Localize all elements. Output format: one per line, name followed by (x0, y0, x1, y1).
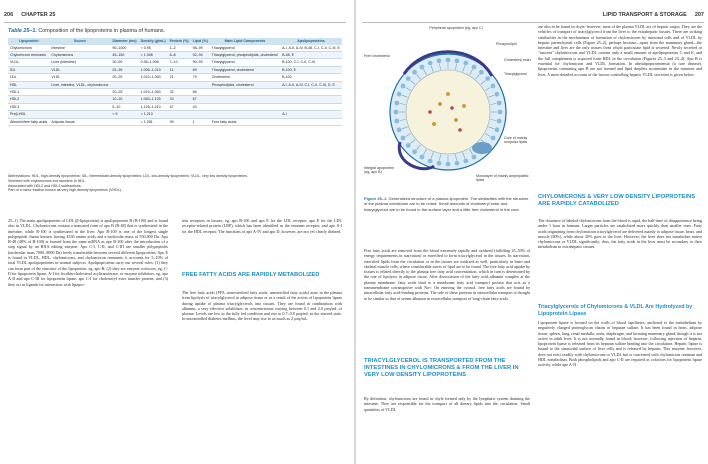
table-row (8, 111, 342, 118)
phospholipid-head (463, 61, 468, 66)
phospholipid-head (412, 149, 417, 154)
table-note: Part of a minor fraction known as very high density lipoproteins (VHDL). (8, 188, 122, 193)
table-row (8, 118, 342, 125)
label-core: Core of mainly nonpolar lipids (504, 136, 528, 144)
phospholipid-head (394, 101, 399, 106)
table-cell: 21 (168, 74, 191, 81)
phospholipid-head (420, 65, 425, 70)
table-row (8, 45, 342, 52)
page-number: 206 (4, 12, 14, 18)
table-cell: 25–35 (110, 66, 138, 73)
table-cell (49, 103, 110, 110)
body-column-b: are also to be found in chyle; however, most of the plasma VLDL are of hepatic origin. They are the vehicles of transport of triacylglycerol from the liver to the extrahepatic tissues. There are striking similarities in the mechanisms of formation of chylomicrons by intestinal cells and of VLDL by hepatic parenchymal cells (Figure 25–2), perhaps because—apart from the mammary gland—the intestine and liver are the only tissues from which particulate lipid is secreted. Newly secreted or "nascent" chylomicrons and VLDL contain only a small amount of apolipoproteins C and E, and the full complement is acquired from HDL in the circulation (Figures 25–3 and 25–4). Apo B is essential for chylomicron and VLDL formation. In abetalipoproteinemia (a rare disease), lipoproteins containing apo B are not formed and lipid droplets accumulate in the intestine and liver. A more detailed account of the factors controlling hepatic VLDL secretion is given below. (538, 24, 702, 77)
nonpolar-core (406, 70, 490, 154)
table-cell: 10–20 (110, 96, 138, 103)
left-page (4, 8, 346, 456)
phospholipid-head (401, 136, 406, 141)
table-cell: Chylomicrons (8, 45, 49, 52)
table-cell (210, 88, 280, 95)
table-cell (280, 118, 342, 125)
table-cell: HDL1 (8, 88, 49, 95)
table-cell (49, 111, 110, 118)
table-cell: Free fatty acids (210, 118, 280, 125)
table-cell: 99 (168, 118, 191, 125)
figure-label: Figure 25–1. (364, 196, 388, 201)
table-cell: 6–8 (168, 51, 191, 58)
body-column-2-continued: The free fatty acids (FFA, nonesterified fatty acids, unesterified fatty acids) arise in the plasma from lipolysis of triacylglycerol in adipose tissue or as a result of the action of lipoprotein lipase during uptake of plasma triacylglycerols into tissues. They are found in combination with albumin, a very effective solubilizer, in concentrations varying between 0.1 and 2.0 µeq/mL of plasma. Levels are low in the fully fed condition and rise to 0.7–0.8 µeq/mL in the starved state. In uncontrolled diabetes mellitus, the level may rise to as much as 2 µeq/mL. (182, 290, 342, 322)
lipoprotein-table (8, 38, 342, 126)
table-cell: 20–25 (110, 88, 138, 95)
table-cell: < 5 (110, 111, 138, 118)
phospholipid-head (394, 110, 399, 115)
table-cell (191, 111, 210, 118)
phospholipid-head (463, 159, 468, 164)
table-cell (110, 81, 138, 88)
table-cell: Cholesterol (210, 74, 280, 81)
table-cell: Triacylglycerol, cholesterol (210, 66, 280, 73)
table-cell: Albumin/free fatty acids (8, 118, 49, 125)
table-cell: Adipose tissue (49, 118, 110, 125)
lipoprotein-structure-figure (364, 24, 532, 192)
phospholipid-head (455, 161, 460, 166)
table-cell: 11 (168, 66, 191, 73)
phospholipid-head (401, 84, 406, 89)
table-cell: 33 (168, 96, 191, 103)
table-cell (210, 96, 280, 103)
table-cell: 89 (191, 66, 210, 73)
body-column-1: 25–1). The main apolipoprotein of LDL (β-lipoprotein) is apolipoprotein B (B-100) and is found also in VLDL. Chylomicrons contain a truncated form of apo B (B-48) that is synthesized in the intestine, while B-100 is synthesized in the liver. Apo B-100 is one of the longest single polypeptide chains known, having 4536 amino acids and a molecular mass of 550,000 Da. Apo B-48 (48% of B-100) is formed from the same mRNA as apo B-100 after the introduction of a stop signal by an RNA editing enzyme. Apo C-I, C-II, and C-III are smaller polypeptides (molecular mass 7000–9000 Da) freely transferable between several different lipoproteins. Apo E is found in VLDL, HDL, chylomicrons, and chylomicron remnants; it accounts for 5–10% of total VLDL apolipoproteins in normal subjects. Apolipoproteins carry out several roles: (1) they can form part of the structure of the lipoprotein, eg, apo B; (2) they are enzyme cofactors, eg, C-II for lipoprotein lipase, A-I for lecithin:cholesterol acyltransferase, or enzyme inhibitors, eg, apo A-II and apo C-III for lipoprotein lipase, apo C-I for cholesteryl ester transfer protein; and (3) they act as ligands for interaction with lipopro- (8, 218, 168, 287)
table-cell: 32 (168, 88, 191, 95)
phospholipid-head (397, 127, 402, 132)
table-header-cell: Density (g/mL) (139, 38, 168, 45)
table-cell: 1.019–1.063 (139, 88, 168, 95)
body-column-b-continued: The clearance of labeled chylomicrons from the blood is rapid, the half-time of disappearance being under 1 hour in humans. Larger particles are catabolized more quickly than smaller ones. Fatty acids originating from chylomicron triacylglycerol are delivered mainly to adipose tissue, heart, and muscle (80%), while about 20% goes to the liver. However, the liver does not metabolize native chylomicrons or VLDL significantly; thus, the fatty acids in the liver must be secondary to their metabolism in extrahepatic tissues. (538, 218, 702, 250)
table-cell: 68 (191, 88, 210, 95)
table-caption: Composition of the lipoproteins in plasma of humans. (38, 28, 166, 34)
table-cell: 90–1000 (110, 45, 138, 52)
phospholipid-head (472, 65, 477, 70)
section-heading-free-fatty-acids: FREE FATTY ACIDS ARE RAPIDLY METABOLIZED (182, 272, 320, 278)
table-header-cell: Main Lipid Components (210, 38, 280, 45)
table-header-cell: Lipoprotein (8, 38, 49, 45)
table-note: Associated with HDL2 and HDL3 subfractions. (8, 183, 82, 188)
phospholipid-head (495, 92, 500, 97)
header-rule (4, 22, 346, 23)
table-cell: 20–25 (110, 74, 138, 81)
table-row (8, 88, 342, 95)
phospholipid-head (428, 61, 433, 66)
left-page-header (4, 8, 346, 22)
right-page-header (362, 8, 704, 22)
phospholipid-head (446, 162, 451, 167)
table-cell: Liver (intestine) (49, 59, 110, 66)
table-cell: IDL (8, 66, 49, 73)
table-cell: 1.019–1.063 (139, 74, 168, 81)
table-cell (210, 103, 280, 110)
table-cell: 45–150 (110, 51, 138, 58)
figure-caption (364, 196, 530, 212)
table-cell: LDL (8, 74, 49, 81)
table-cell: HDL3 (8, 103, 49, 110)
section-heading-catabolism: CHYLOMICRONS & VERY LOW DENSITY LIPOPROTEINS ARE RAPIDLY CATABOLIZED (538, 194, 696, 207)
table-cell: 0.95–1.006 (139, 59, 168, 66)
table-cell: Phospholipids, cholesterol (210, 81, 280, 88)
table-cell: Triacylglycerol (210, 59, 280, 66)
table-cell (280, 88, 342, 95)
book-spine (354, 0, 356, 464)
table-header-cell: Protein (%) (168, 38, 191, 45)
table-notes (8, 174, 342, 193)
table-row (8, 103, 342, 110)
table-cell: HDL (8, 81, 49, 88)
figure-caption-text: Generalized structure of a plasma lipoprotein. The similarities with the structure of the plasma membrane are to be noted. Small amounts of cholesteryl ester and triacylglycerol are to be found in the surface layer and a little free cholesterol in the core. (364, 196, 529, 212)
phospholipid-head (446, 58, 451, 63)
table-cell: > 1.210 (139, 111, 168, 118)
table-note: Abbreviations: HDL, high-density lipoproteins; IDL, intermediate-density lipoproteins; LDL, low-density lipoproteins; VLDL, very low density lipoproteins. (8, 174, 248, 178)
phospholipid-head (397, 92, 402, 97)
header-rule-right (362, 22, 704, 23)
table-label: Table 25–1. (8, 28, 37, 34)
table-cell: B-48, E (280, 51, 342, 58)
table-cell: 1–2 (168, 45, 191, 52)
table-cell (210, 111, 280, 118)
table-cell: VLDL (8, 59, 49, 66)
phospholipid-head (491, 136, 496, 141)
phospholipid-head (437, 161, 442, 166)
phospholipid-head (479, 70, 484, 75)
table-cell: 1.006–1.019 (139, 66, 168, 73)
table-cell: A-I, A-II, A-IV, C-I, C-II, C-III, D, E (280, 81, 342, 88)
table-cell: 90–93 (191, 59, 210, 66)
table-cell: Triacylglycerol, phospholipids, cholesterol (210, 51, 280, 58)
table-cell: Chylomicrons (49, 51, 110, 58)
phospholipid-head (497, 119, 502, 124)
table-cell (49, 88, 110, 95)
label-monolayer: Monolayer of mainly amphipathic lipids (476, 174, 529, 182)
table-cell: 1 (191, 118, 210, 125)
right-page (362, 8, 704, 456)
phospholipid-head (412, 70, 417, 75)
phospholipid-head (428, 159, 433, 164)
table-cell: A-I (280, 111, 342, 118)
table-cell: 92–94 (191, 51, 210, 58)
table-cell: < 1.006 (139, 51, 168, 58)
table-cell: 30–90 (110, 59, 138, 66)
table-cell: 98–99 (191, 45, 210, 52)
peripheral-apoprotein-shape (472, 142, 492, 154)
table-cell: Triacylglycerol (210, 45, 280, 52)
body-column-a-continued: By definition, chylomicrons are found in chyle formed only by the lymphatic system draining the intestine. They are responsible for the transport of all dietary lipids into the circulation. Small quantities of VLDL (364, 396, 530, 412)
subsection-heading-lipoprotein-lipase: Triacylglycerols of Chylomicrons & VLDL Are Hydrolyzed by Lipoprotein Lipase (538, 304, 693, 317)
label-triacylglycerol: Triacylglycerol (504, 72, 527, 76)
label-free-cholesterol: Free cholesterol (364, 54, 390, 58)
table-cell: 43 (191, 103, 210, 110)
table-row (8, 66, 342, 73)
table-cell: VLDL (49, 66, 110, 73)
table-cell: B-100 (280, 74, 342, 81)
table-body (8, 45, 342, 126)
phospholipid-head (420, 155, 425, 160)
table-cell: 1.125–1.210 (139, 103, 168, 110)
table-header-cell: Diameter (nm) (110, 38, 138, 45)
phospholipid-head (491, 84, 496, 89)
body-column-a: Free fatty acids are removed from the blood extremely rapidly and oxidized (fulfilling 25–50% of energy requirements in starvation) or esterified to form triacylglycerol in the tissues. In starvation, esterified lipids from the circulation or in the tissues are oxidized as well, particularly in heart and skeletal muscle cells, where considerable stores of lipid are to be found. The free fatty acid uptake by tissues is related directly to the plasma free fatty acid concentration, which in turn is determined by the rate of lipolysis in adipose tissue. After dissociation of the fatty acid–albumin complex at the plasma membrane, fatty acids bind to a membrane fatty acid transport protein that acts as a transmembrane cotransporter with Na+. On entering the cytosol, free fatty acids are bound by intracellular fatty acid-binding proteins. The role of these proteins in intracellular transport is thought to be similar to that of serum albumin in extracellular transport of long-chain fatty acids. (364, 248, 530, 301)
table-title (8, 28, 165, 34)
table-cell: 5–10 (110, 103, 138, 110)
phospholipid-head (485, 76, 490, 81)
table-cell (139, 81, 168, 88)
phospholipid-head (498, 110, 503, 115)
label-phospholipid: Phospholipid (496, 42, 517, 46)
table-cell: Intestine (49, 45, 110, 52)
table-cell: 1.063–1.125 (139, 96, 168, 103)
page-number-right: 207 (694, 12, 704, 18)
chapter-label: CHAPTER 25 (21, 12, 56, 18)
table-cell (49, 96, 110, 103)
section-heading-triacylglycerol-transport: TRIACYLGLYCEROL IS TRANSPORTED FROM THE INTESTINES IN CHYLOMICRONS & FROM THE LIVER IN VERY LOW DENSITY LIPOPROTEINS (364, 358, 519, 378)
table-cell: VLDL (49, 74, 110, 81)
table-cell (168, 81, 191, 88)
table-cell: HDL2 (8, 96, 49, 103)
table-cell: A-I, A-II, A-IV, B-48, C-I, C-II, C-III, E (280, 45, 342, 52)
label-peripheral-apoprotein: Peripheral apoprotein (eg, apo C) (429, 26, 483, 30)
table-header-cell: Source (49, 38, 110, 45)
table-row (8, 51, 342, 58)
table-cell: 67 (191, 96, 210, 103)
phospholipid-head (455, 58, 460, 63)
table-cell: 7–10 (168, 59, 191, 66)
table-cell (110, 118, 138, 125)
body-column-b-final: Lipoprotein lipase is located on the walls of blood capillaries, anchored to the endothelium by negatively charged proteoglycan chains of heparan sulfate. It has been found in heart, adipose tissue, spleen, lung, renal medulla, aorta, diaphragm, and lactating mammary gland, though it is not active in adult liver. It is not normally found in blood; however, following injection of heparin, lipoprotein lipase is released from its heparan sulfate binding into the circulation. Hepatic lipase is bound to the sinusoidal surface of liver cells and is released by heparin. This enzyme, however, does not react readily with chylomicrons or VLDL but is concerned with chylomicron remnant and HDL metabolism. Both phospholipids and apo C-II are required as cofactors for lipoprotein lipase activity, while apo A-II (538, 320, 702, 368)
phospholipid-head (394, 119, 399, 124)
phospholipid-head (406, 76, 411, 81)
table-cell: < 0.95 (139, 45, 168, 52)
table-cell: 79 (191, 74, 210, 81)
table-cell (191, 81, 210, 88)
phospholipid-head (497, 101, 502, 106)
table-note: Secreted with chylomicrons but transfers to HDL. (8, 178, 86, 183)
table-cell: > 1.281 (139, 118, 168, 125)
label-cholesteryl-ester: Cholesteryl ester (504, 58, 531, 62)
phospholipid-head (495, 127, 500, 132)
phospholipid-head (437, 58, 442, 63)
table-row (8, 59, 342, 66)
table-cell: Chylomicron remnants (8, 51, 49, 58)
table-cell: B-100, C-I, C-II, C-III (280, 59, 342, 66)
table-cell (168, 111, 191, 118)
table-row (8, 81, 342, 88)
body-column-2: tein receptors in tissues, eg, apo B-100 and apo E for the LDL receptor, apo E for the LDL receptor-related protein (LRP), which has been identified as the remnant receptor, and apo A-I for the HDL receptor. The functions of apo A-IV and apo D, however, are not yet clearly defined. (182, 218, 342, 234)
table-header-cell: Apolipoproteins (280, 38, 342, 45)
label-integral-apoprotein: Integral apoprotein (eg, apo B) (364, 166, 394, 174)
phospholipid-head (472, 155, 477, 160)
table-row (8, 96, 342, 103)
phospholipid-head (406, 143, 411, 148)
table-cell: Preβ-HDL (8, 111, 49, 118)
table-cell (280, 96, 342, 103)
table-header-cell: Lipid (%) (191, 38, 210, 45)
table-cell: 57 (168, 103, 191, 110)
running-title: LIPID TRANSPORT & STORAGE (602, 12, 687, 18)
table-cell (280, 103, 342, 110)
table-cell: B-100, E (280, 66, 342, 73)
table-row (8, 74, 342, 81)
table-cell: Liver, intestine, VLDL, chylomicrons (49, 81, 110, 88)
